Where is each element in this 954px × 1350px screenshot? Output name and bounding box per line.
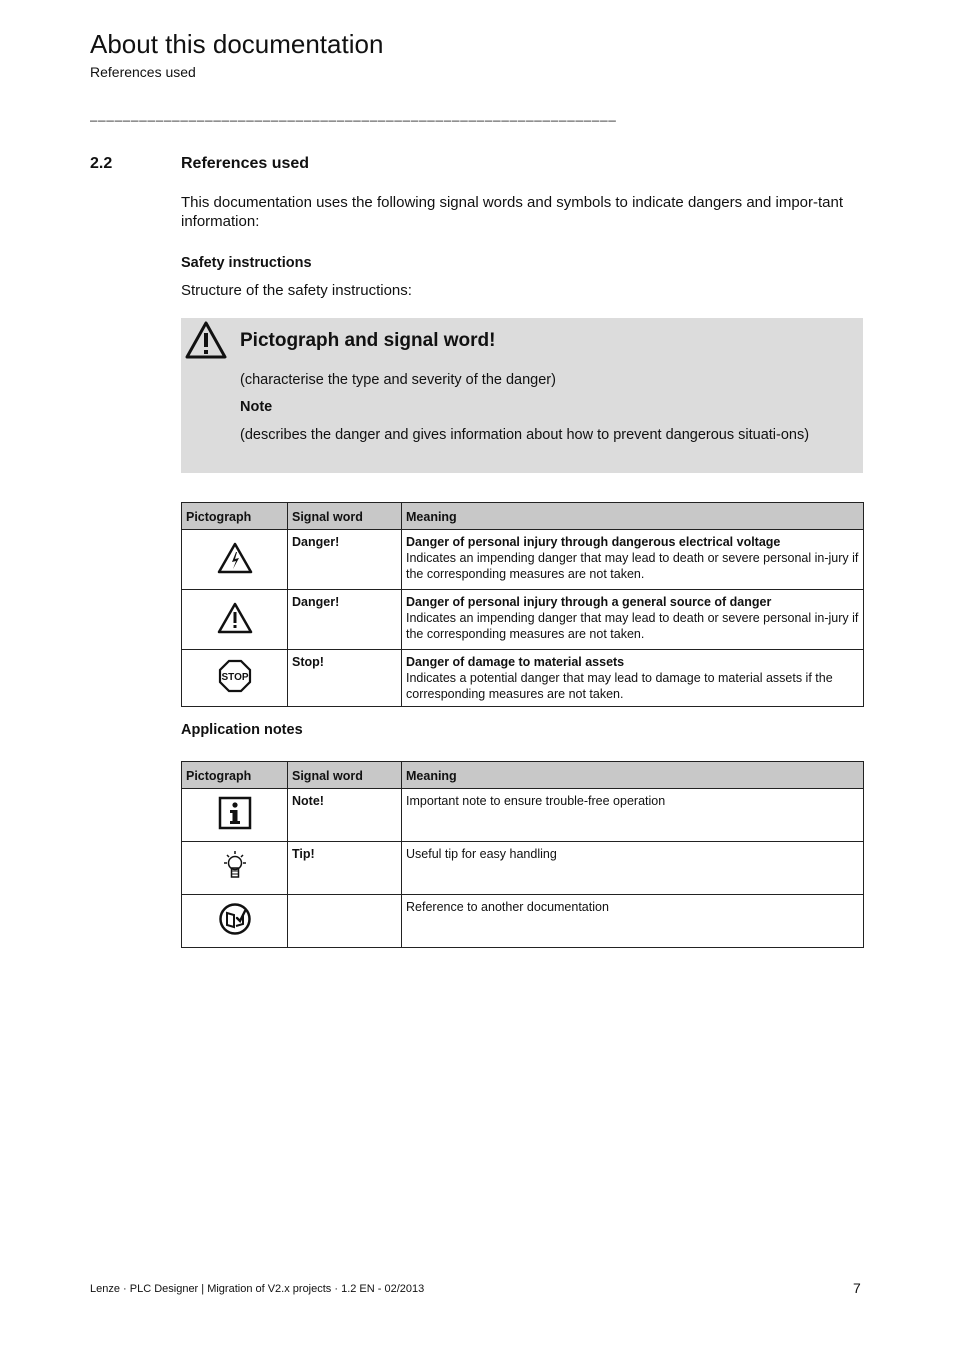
meaning-text: Indicates an impending danger that may lead to death or severe personal in-jury if the corresponding measures are not taken.: [406, 551, 859, 581]
pictograph-cell: [182, 590, 288, 650]
table-row: [182, 590, 864, 650]
section-intro: This documentation uses the following signal words and symbols to indicate dangers and impor-tant information:: [181, 194, 844, 230]
column-header-meaning: Meaning: [402, 762, 864, 789]
stop-sign-icon: [218, 659, 252, 693]
pictograph-cell: [182, 895, 288, 948]
section-title: References used: [181, 155, 310, 172]
signal-word-cell: Danger!: [288, 530, 402, 590]
column-header-pictograph: Pictograph: [182, 503, 288, 530]
column-header-signal-word: Signal word: [288, 762, 402, 789]
column-header-pictograph: Pictograph: [182, 762, 288, 789]
table-row: [182, 650, 864, 707]
table-row: [182, 842, 864, 895]
page-subtitle: References used: [90, 64, 196, 80]
pictograph-cell: [182, 650, 288, 707]
general-danger-warning-icon: [217, 602, 253, 634]
structure-text: Structure of the safety instructions:: [181, 282, 412, 299]
electrical-voltage-warning-icon: [217, 542, 253, 574]
meaning-cell: [402, 530, 864, 590]
signal-word-cell: Note!: [288, 789, 402, 842]
box-title: Pictograph and signal word!: [240, 330, 496, 351]
meaning-cell: [402, 650, 864, 707]
meaning-cell: Important note to ensure trouble-free operation: [402, 789, 864, 842]
meaning-text: Indicates an impending danger that may lead to death or severe personal in-jury if the corresponding measures are not taken.: [406, 611, 859, 641]
column-header-signal-word: Signal word: [288, 503, 402, 530]
column-header-meaning: Meaning: [402, 503, 864, 530]
table-header-row: [182, 762, 864, 789]
signal-word-cell: [288, 895, 402, 948]
box-note-label: Note: [240, 399, 273, 415]
box-danger-description: (describes the danger and gives information about how to prevent dangerous situati-ons): [240, 427, 810, 443]
section-number: 2.2: [90, 155, 113, 172]
table-row: [182, 789, 864, 842]
box-danger-type: (characterise the type and severity of the danger): [240, 372, 556, 388]
safety-instructions-heading: Safety instructions: [181, 255, 312, 271]
header-divider: ________________________________________________________________: [90, 108, 617, 122]
table-row: [182, 895, 864, 948]
meaning-cell: [402, 590, 864, 650]
application-notes-heading: Application notes: [181, 722, 303, 738]
meaning-text: Indicates a potential danger that may lead to damage to material assets if the corresponding measures are not taken.: [406, 671, 833, 701]
signal-word-cell: Tip!: [288, 842, 402, 895]
pictograph-cell: [182, 842, 288, 895]
documentation-reference-icon: [218, 902, 252, 936]
meaning-cell: Reference to another documentation: [402, 895, 864, 948]
meaning-title: Danger of personal injury through dangerous electrical voltage: [406, 535, 781, 549]
table-row: [182, 530, 864, 590]
lightbulb-tip-icon: [218, 849, 252, 883]
pictograph-cell: [182, 789, 288, 842]
table-header-row: [182, 503, 864, 530]
signal-word-cell: Danger!: [288, 590, 402, 650]
meaning-title: Danger of personal injury through a general source of danger: [406, 595, 772, 609]
safety-instruction-box: [181, 318, 863, 473]
info-note-icon: [218, 796, 252, 830]
meaning-cell: Useful tip for easy handling: [402, 842, 864, 895]
safety-signal-table: [181, 502, 864, 707]
page-number: 7: [853, 1280, 861, 1296]
stop-sign-label: STOP: [220, 672, 249, 683]
pictograph-cell: [182, 530, 288, 590]
application-notes-table: [181, 761, 864, 948]
page-title: About this documentation: [90, 29, 384, 59]
footer-text: Lenze · PLC Designer | Migration of V2.x projects · 1.2 EN - 02/2013: [90, 1283, 425, 1295]
warning-triangle-icon: [185, 320, 227, 360]
meaning-title: Danger of damage to material assets: [406, 655, 625, 669]
signal-word-cell: Stop!: [288, 650, 402, 707]
